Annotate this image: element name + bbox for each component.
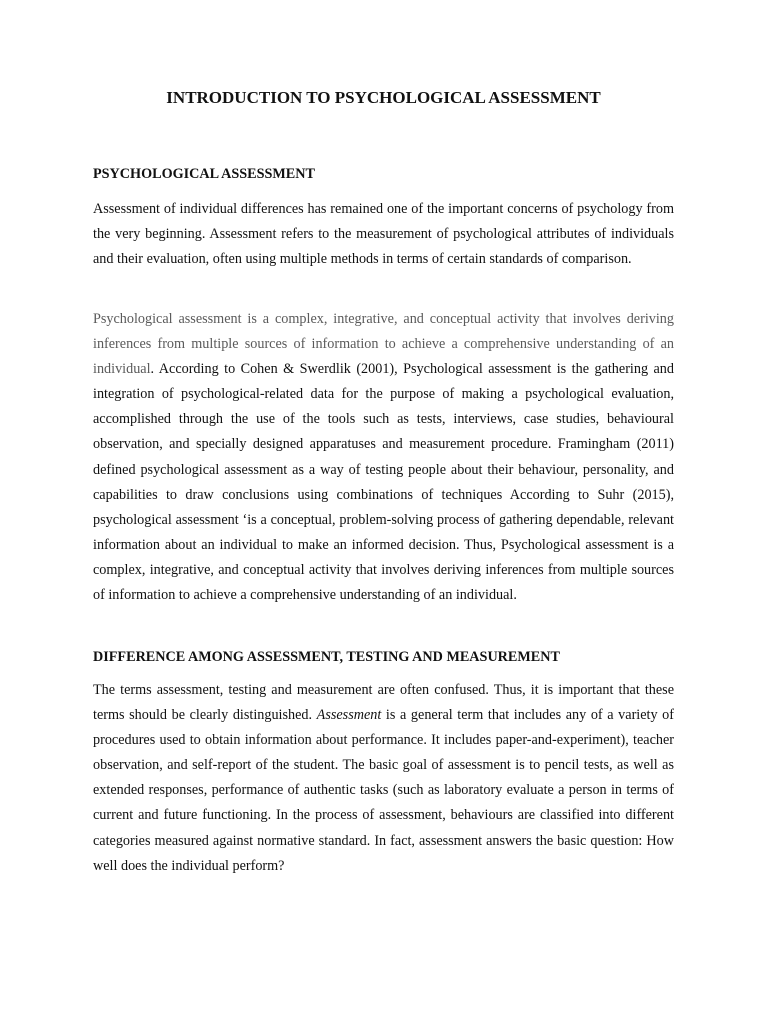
paragraph-psychological-assessment-definition — [93, 307, 674, 608]
definition-continuation: . According to Cohen & Swerdlik (2001), Psychological assessment is the gathering and integration of psychological-related data for the purpose of making a psychological evaluation, accomplished through the use of the tools such as tests, interviews, case studies, behavioural observation, and specially designed apparatuses and measurement procedure. Framingham (2011) defined psychological assessment as a way of testing people about their behaviour, personality, and capabilities to draw conclusions using combinations of techniques According to Suhr (2015), psychological assessment ‘is a conceptual, problem-solving process of gathering dependable, relevant information about an individual to make an informed decision. Thus, Psychological assessment is a complex, integrative, and conceptual activity that involves deriving inferences from multiple sources of information to achieve a comprehensive understanding of an individual. — [93, 361, 674, 604]
quoted-definition: Psychological assessment is a complex, integrative, and conceptual activity that involves deriving inferences from multiple sources of information to achieve a comprehensive understanding of an individual — [93, 311, 674, 378]
paragraph-assessment-intro: Assessment of individual differences has remained one of the important concerns of psychology from the very beginning. Assessment refers to the measurement of psychological attributes of individuals and their evaluation, often using multiple methods in terms of certain standards of comparison. — [93, 201, 674, 268]
emphasized-term-assessment: Assessment — [316, 707, 382, 724]
document-title: INTRODUCTION TO PSYCHOLOGICAL ASSESSMENT — [166, 88, 601, 107]
paragraph-text-end: is a general term that includes any of a variety of procedures used to obtain information about performance. It includes paper-and-experiment), teacher observation, and self-report of the student. The basic goal of assessment is to pencil tests, as well as extended responses, performance of authentic tasks (such as laboratory evaluate a person in terms of current and future functioning. In the process of assessment, behaviours are classified into different categories measured against normative standard. In fact, assessment answers the basic question: How well does the individual perform? — [93, 707, 675, 874]
paragraph-text-start: The terms assessment, testing and measurement are often confused. Thus, it is important that these terms should be clearly distinguished. — [93, 682, 674, 724]
paragraph-assessment-testing-measurement — [93, 678, 674, 879]
section-heading-psychological-assessment: PSYCHOLOGICAL ASSESSMENT — [93, 166, 315, 182]
section-heading-assessment-testing-measurement: DIFFERENCE AMONG ASSESSMENT, TESTING AND MEASUREMENT — [93, 649, 560, 665]
